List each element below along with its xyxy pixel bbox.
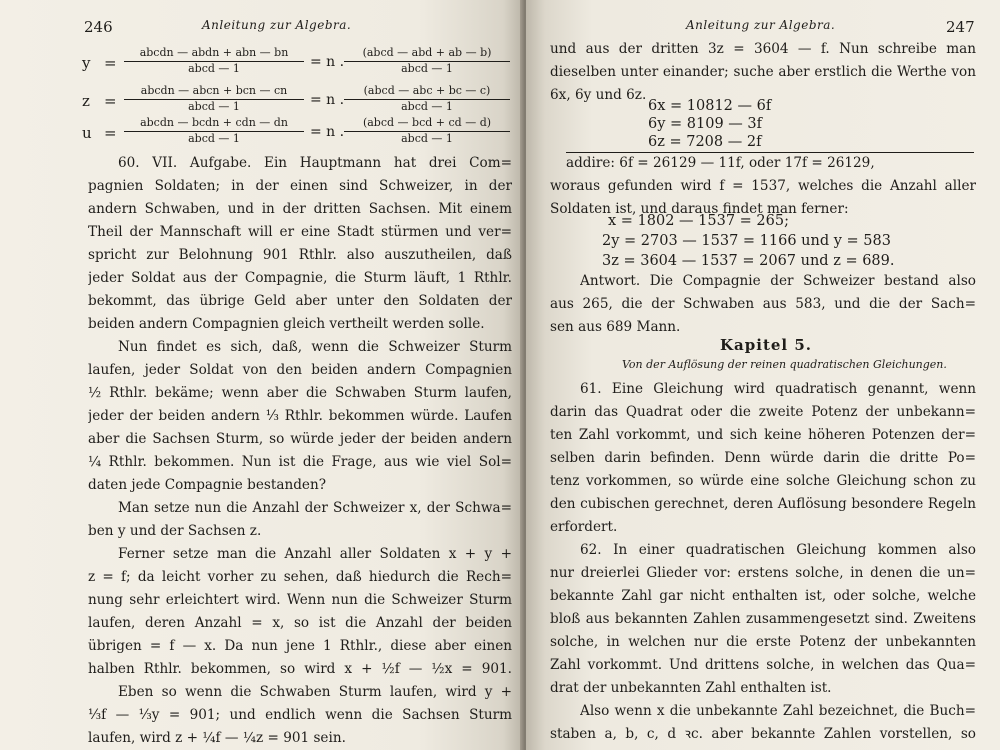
equals-sign: = — [104, 124, 117, 142]
equals-n: = n . — [310, 92, 345, 108]
result-line: 2y = 2703 — 1537 = 1166 und y = 583 — [602, 233, 891, 249]
numerator: (abcd — bcd + cd — d) — [344, 116, 510, 132]
chapter-subtitle: Von der Auflösung der reinen quadratischen Gleichungen. — [622, 358, 947, 371]
text-line: staben a, b, c, d ꝛc. aber bekannte Zahlen vorstellen, so — [550, 726, 976, 742]
text-line: ben y und der Sachsen z. — [88, 523, 262, 539]
calculation-line: 6z = 7208 — 2f — [648, 134, 762, 150]
numerator: (abcd — abd + ab — b) — [344, 46, 510, 62]
text-line: pagnien Soldaten; in der einen sind Schweizer, in der — [88, 178, 512, 194]
result-line: x = 1802 — 1537 = 265; — [608, 213, 789, 229]
text-line: Theil der Mannschaft will er eine Stadt stürmen und ver= — [88, 224, 512, 240]
denominator: abcd — 1 — [188, 132, 240, 145]
text-line: jeder Soldat aus der Compagnie, die Sturm läuft, 1 Rthlr. — [88, 270, 512, 286]
numerator: (abcd — abc + bc — c) — [344, 84, 510, 100]
numerator: abcdn — bcdn + cdn — dn — [124, 116, 304, 132]
text-line: laufen, deren Anzahl = x, so ist die Anzahl der beiden — [88, 615, 512, 631]
text-line: beiden andern Compagnien gleich vertheilt werden solle. — [88, 316, 485, 332]
text-line: tenz vorkommen, so würde eine solche Gleichung schon zu — [550, 473, 976, 489]
fraction — [344, 46, 510, 76]
denominator: abcd — 1 — [188, 100, 240, 113]
text-line: ten Zahl vorkommt, und sich keine höheren Potenzen der= — [550, 427, 976, 443]
text-line: selben darin befinden. Denn würde darin die dritte Po= — [550, 450, 976, 466]
right-page — [526, 0, 1000, 750]
chapter-heading: Kapitel 5. — [720, 336, 812, 354]
sum-line: addire: 6f = 26129 — 11f, oder 17f = 26129, — [566, 155, 875, 171]
text-line: aber die Sachsen Sturm, so würde jeder der beiden andern — [88, 431, 512, 447]
text-line: Nun findet es sich, daß, wenn die Schweizer Sturm — [118, 339, 512, 355]
answer-line: aus 265, die der Schwaben aus 583, und die der Sach= — [550, 296, 976, 312]
text-line: bekannte Zahl gar nicht enthalten ist, oder solche, welche — [550, 588, 976, 604]
text-line: daten jede Compagnie bestanden? — [88, 477, 327, 493]
text-line: und aus der dritten 3z = 3604 — f. Nun schreibe man — [550, 41, 976, 57]
text-line: Ferner setze man die Anzahl aller Soldaten x + y + — [118, 546, 512, 562]
equals-sign: = — [104, 54, 117, 72]
text-line: 6x, 6y und 6z. — [550, 87, 647, 103]
fraction — [124, 84, 304, 114]
fraction — [344, 84, 510, 114]
text-line: laufen, jeder Soldat von den beiden andern Compagnien — [88, 362, 512, 378]
answer-line: Antwort. Die Compagnie der Schweizer bestand also — [580, 273, 976, 289]
text-line: nung sehr erleichtert wird. Wenn nun die Schweizer Sturm — [88, 592, 512, 608]
page-number: 247 — [946, 18, 975, 36]
text-line: ½ Rthlr. bekäme; wenn aber die Schwaben Sturm laufen, — [88, 385, 512, 401]
text-line: spricht zur Belohnung 901 Rthlr. also auszutheilen, daß — [88, 247, 512, 263]
text-line: dieselben unter einander; suche aber erstlich die Werthe von — [550, 64, 976, 80]
fraction — [344, 116, 510, 146]
denominator: abcd — 1 — [401, 100, 453, 113]
running-header: Anleitung zur Algebra. — [202, 18, 352, 32]
text-line: 62. In einer quadratischen Gleichung kommen also — [580, 542, 976, 558]
text-line: bloß aus bekannten Zahlen zusammengesetzt sind. Zweitens — [550, 611, 976, 627]
text-line: solche, in welchen nur die erste Potenz der unbekannten — [550, 634, 976, 650]
calculation-line: 6y = 8109 — 3f — [648, 116, 762, 132]
text-line: erfordert. — [550, 519, 618, 535]
denominator: abcd — 1 — [188, 62, 240, 75]
fraction — [124, 46, 304, 76]
text-line: halben Rthlr. bekommen, so wird x + ½f — ½x = 901. — [88, 661, 512, 677]
fraction — [124, 116, 304, 146]
text-line: drat der unbekannten Zahl enthalten ist. — [550, 680, 832, 696]
running-header: Anleitung zur Algebra. — [686, 18, 836, 32]
numerator: abcdn — abdn + abn — bn — [124, 46, 304, 62]
equals-sign: = — [104, 92, 117, 110]
result-line: 3z = 3604 — 1537 = 2067 und z = 689. — [602, 253, 895, 269]
equation-z — [82, 84, 512, 120]
text-line: jeder der beiden andern ⅓ Rthlr. bekommen würde. Laufen — [88, 408, 512, 424]
text-line: 60. VII. Aufgabe. Ein Hauptmann hat drei Com= — [118, 155, 512, 171]
text-line: Also wenn x die unbekannte Zahl bezeichnet, die Buch= — [580, 703, 976, 719]
equals-n: = n . — [310, 54, 345, 70]
text-line: darin das Quadrat oder die zweite Potenz der unbekann= — [550, 404, 976, 420]
text-line: ⅓f — ⅓y = 901; und endlich wenn die Sachsen Sturm — [88, 707, 512, 723]
text-line: Soldaten ist, und daraus findet man ferner: — [550, 201, 849, 217]
text-line: Eben so wenn die Schwaben Sturm laufen, wird y + — [118, 684, 512, 700]
text-line: bekommt, das übrige Geld aber unter den Soldaten der — [88, 293, 512, 309]
text-line: woraus gefunden wird f = 1537, welches die Anzahl aller — [550, 178, 976, 194]
text-line: andern Schwaben, und in der dritten Sachsen. Mit einem — [88, 201, 512, 217]
text-line: den cubischen gerechnet, deren Auflösung besondere Regeln — [550, 496, 976, 512]
text-line: laufen, wird z + ¼f — ¼z = 901 sein. — [88, 730, 346, 746]
equation-variable: y — [82, 54, 91, 72]
text-line: ¼ Rthlr. bekommen. Nun ist die Frage, aus wie viel Sol= — [88, 454, 512, 470]
text-line: z = f; da leicht vorher zu sehen, daß hiedurch die Rech= — [88, 569, 512, 585]
numerator: abcdn — abcn + bcn — cn — [124, 84, 304, 100]
text-line: Zahl vorkommt. Und drittens solche, in welchen das Qua= — [550, 657, 976, 673]
equation-u — [82, 116, 512, 152]
page-number: 246 — [84, 18, 113, 36]
denominator: abcd — 1 — [401, 132, 453, 145]
text-line: Man setze nun die Anzahl der Schweizer x, der Schwa= — [118, 500, 512, 516]
calculation-line: 6x = 10812 — 6f — [648, 98, 772, 114]
equation-variable: u — [82, 124, 92, 142]
denominator: abcd — 1 — [401, 62, 453, 75]
text-line: 61. Eine Gleichung wird quadratisch genannt, wenn — [580, 381, 976, 397]
equation-variable: z — [82, 92, 90, 110]
text-line: übrigen = f — x. Da nun jene 1 Rthlr., diese aber einen — [88, 638, 512, 654]
answer-line: sen aus 689 Mann. — [550, 319, 681, 335]
equation-y — [82, 46, 512, 82]
equals-n: = n . — [310, 124, 345, 140]
text-line: nur dreierlei Glieder vor: erstens solche, in denen die un= — [550, 565, 976, 581]
